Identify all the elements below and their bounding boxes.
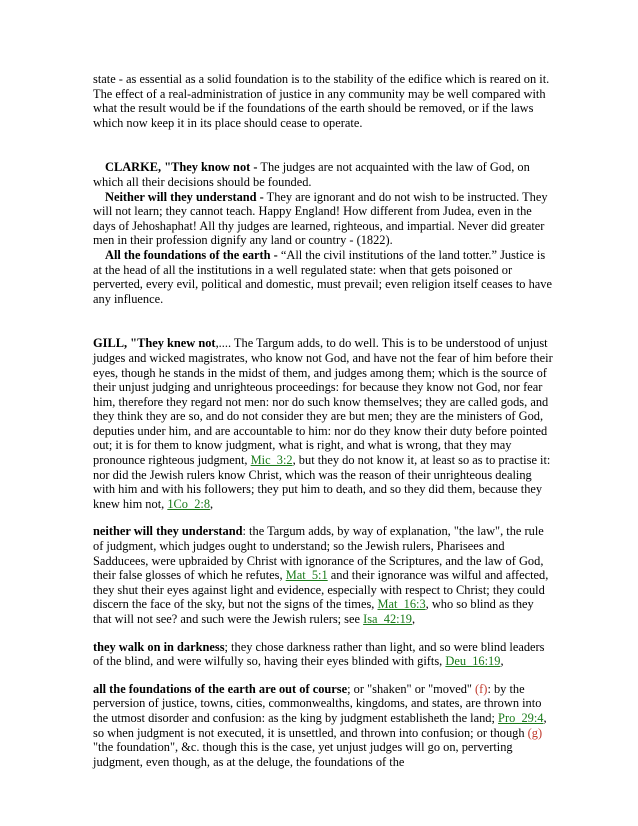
gill-text: ,: [210, 496, 214, 511]
clarke-paragraph-3: [93, 248, 553, 306]
paragraph-gap: [93, 511, 553, 524]
section-gap: [93, 130, 553, 160]
gill-text: ; or "shaken" or "moved": [347, 681, 476, 696]
gill-text: : by the perversion of justice, towns, cities, commonwealths, kingdoms, and states, are thrown into the utmost disorder and confusion: as the king by judgment establisheth the land;: [93, 681, 542, 725]
scripture-link-mat-5-1[interactable]: Mat_5:1: [285, 568, 328, 583]
gill-text: ,: [500, 654, 504, 669]
gill-paragraph-4: [93, 682, 553, 770]
gill-text: and their ignorance was wilful and affected, they shut their eyes against light and evidence, especially with respect to Christ; they could discern the face of the sky, but not the signs of the times,: [93, 568, 549, 612]
gill-subheading-2: neither will they understand: [93, 524, 243, 539]
scripture-link-pro-29-4[interactable]: Pro_29:4: [498, 710, 544, 725]
section-gap: [93, 306, 553, 336]
gill-text: : the Targum adds, by way of explanation, "the law", the rule of judgment, which judges ought to understand; so the Jewish rulers, Pharisees and Sadducees, were upbraided by Christ with ignorance of the Scriptures, and the law of God, their false glosses of which he refutes,: [93, 524, 544, 583]
clarke-paragraph-2: [93, 190, 553, 248]
clarke-heading: CLARKE, "They know not -: [105, 160, 258, 175]
clarke-text-1: The judges are not acquainted with the law of God, on which all their decisions should be founded.: [93, 160, 530, 189]
gill-text: "the foundation", &c. though this is the case, yet unjust judges will go on, perverting judgment, even though, as at the deluge, the foundations of the: [93, 740, 513, 769]
intro-paragraph: state - as essential as a solid foundation is to the stability of the edifice which is reared on it. The effect of a real-administration of justice in any community may be well compared with what the result would be if the foundations of the earth should be removed, or if the laws which now keep it in its place should cease to operate.: [93, 72, 550, 130]
gill-text: ,: [411, 612, 416, 626]
gill-subheading-3: they walk on in darkness: [93, 639, 225, 654]
clarke-subheading-3: All the foundations of the earth -: [105, 247, 278, 262]
gill-subheading-4: all the foundations of the earth are out of course: [93, 681, 348, 696]
gill-heading: GILL, "They knew not: [93, 336, 216, 351]
clarke-text-2: They are ignorant and do not wish to be instructed. They will not learn; they cannot teach. Happy England! How different from Judea, even in the days of Jehoshaphat! All thy judges are learned, righteous, and impartial. Never did greater men in their profession dignify any land or country - (1822).: [93, 189, 548, 248]
scripture-link-isa-42-19[interactable]: Isa_42:19: [363, 612, 412, 626]
paragraph-gap: [93, 627, 553, 640]
scripture-link-deu-16-19[interactable]: Deu_16:19: [445, 654, 501, 669]
gill-text: , but they do not know it, at least so as to practise it: nor did the Jewish rulers know Christ, which was the reason of their unrighteous dealing with him and with his followers; they put him to death, and so they did them, because they knew him not,: [93, 453, 551, 511]
gill-paragraph-2: [93, 524, 553, 626]
document-page: [93, 72, 553, 769]
gill-paragraph-1: [93, 336, 553, 511]
scripture-link-1co-2-8[interactable]: 1Co_2:8: [167, 496, 211, 511]
gill-text: ,.... The Targum adds, to do well. This is to be understood of unjust judges and wicked magistrates, who know not God, and have not the fear of him before their eyes, though he stands in the midst of them, and judges among them; which is the source of their unjust judging and unrighteous proceedings: for because they know not God, nor fear him, therefore they regard not men: nor do such know themselves; they are called gods, and they think they are so, and do not consider they are but men; they are the ministers of God, deputies under him, and are accountable to him: nor do they know their duty before pointed out; it is for them to know judgment, what is right, and what is wrong, that they may pronounce righteous judgment,: [93, 336, 553, 468]
paragraph-gap: [93, 669, 553, 682]
gill-text: , so when judgment is not executed, it is unsettled, and thrown into confusion; or though: [93, 710, 547, 740]
footnote-marker-g[interactable]: (g): [527, 725, 543, 740]
footnote-marker-f[interactable]: (f): [475, 681, 488, 696]
clarke-paragraph-1: [93, 160, 553, 189]
gill-text: , who so blind as they that will not see? and such were the Jewish rulers; see: [93, 597, 534, 626]
gill-paragraph-3: [93, 640, 553, 669]
clarke-subheading-2: Neither will they understand -: [105, 189, 264, 204]
scripture-link-mic-3-2[interactable]: Mic_3:2: [250, 453, 293, 468]
clarke-text-3: “All the civil institutions of the land totter.” Justice is at the head of all the institutions in a well regulated state: when that gets poisoned or perverted, every evil, political and domestic, must prevail; even religion itself ceases to have any influence.: [93, 247, 552, 306]
scripture-link-mat-16-3[interactable]: Mat_16:3: [377, 597, 426, 612]
gill-text: ; they chose darkness rather than light, and so were blind leaders of the blind, and were wilfully so, having their eyes blinded with gifts,: [93, 639, 545, 669]
